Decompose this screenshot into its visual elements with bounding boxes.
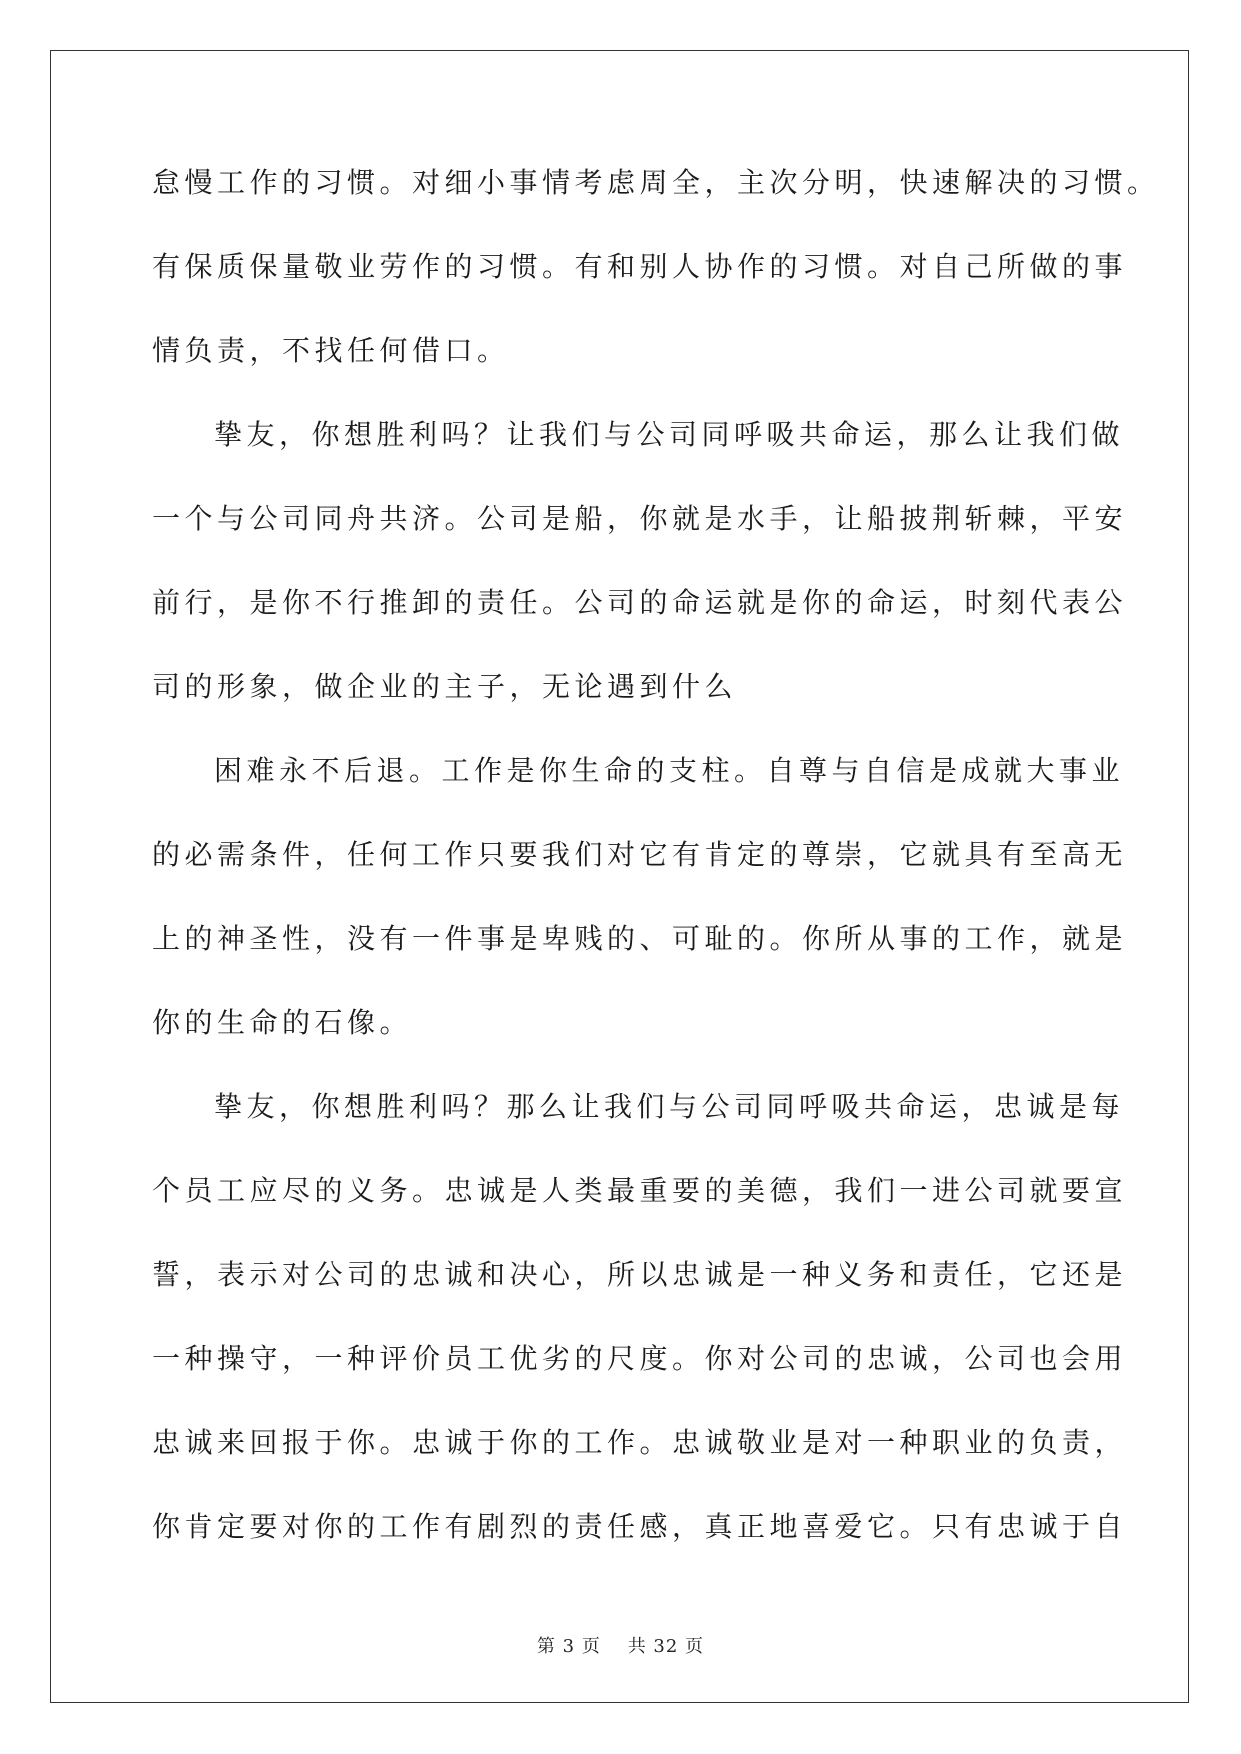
text-line: 的必需条件，任何工作只要我们对它有肯定的尊崇，它就具有至高无: [152, 838, 1128, 871]
text-line: 忠诚来回报于你。忠诚于你的工作。忠诚敬业是对一种职业的负责，: [152, 1426, 1128, 1459]
text-line: 上的神圣性，没有一件事是卑贱的、可耻的。你所从事的工作，就是: [152, 922, 1128, 955]
text-line: 你肯定要对你的工作有剧烈的责任感，真正地喜爱它。只有忠诚于自: [152, 1510, 1128, 1543]
text-line: 一种操守，一种评价员工优劣的尺度。你对公司的忠诚，公司也会用: [152, 1342, 1128, 1375]
text-line: 情负责，不找任何借口。: [152, 334, 510, 367]
text-line: 个员工应尽的义务。忠诚是人类最重要的美德，我们一进公司就要宣: [152, 1174, 1128, 1207]
text-line: 司的形象，做企业的主子，无论遇到什么: [152, 670, 738, 703]
document-body: [152, 163, 1160, 1591]
page-number: 第 3 页 共 32 页: [536, 1636, 705, 1657]
text-line: 挚友，你想胜利吗？那么让我们与公司同呼吸共命运，忠诚是每: [214, 1090, 1125, 1123]
text-line: 挚友，你想胜利吗？让我们与公司同呼吸共命运，那么让我们做: [214, 418, 1125, 451]
text-line: 一个与公司同舟共济。公司是船，你就是水手，让船披荆斩棘，平安: [152, 502, 1128, 535]
text-line: 你的生命的石像。: [152, 1006, 413, 1039]
text-line: 前行，是你不行推卸的责任。公司的命运就是你的命运，时刻代表公: [152, 586, 1128, 619]
text-line: 誓，表示对公司的忠诚和决心，所以忠诚是一种义务和责任，它还是: [152, 1258, 1128, 1291]
text-line: 怠慢工作的习惯。对细小事情考虑周全，主次分明，快速解决的习惯。: [152, 166, 1160, 199]
text-line: 困难永不后退。工作是你生命的支柱。自尊与自信是成就大事业: [214, 754, 1125, 787]
text-line: 有保质保量敬业劳作的习惯。有和别人协作的习惯。对自己所做的事: [152, 250, 1128, 283]
